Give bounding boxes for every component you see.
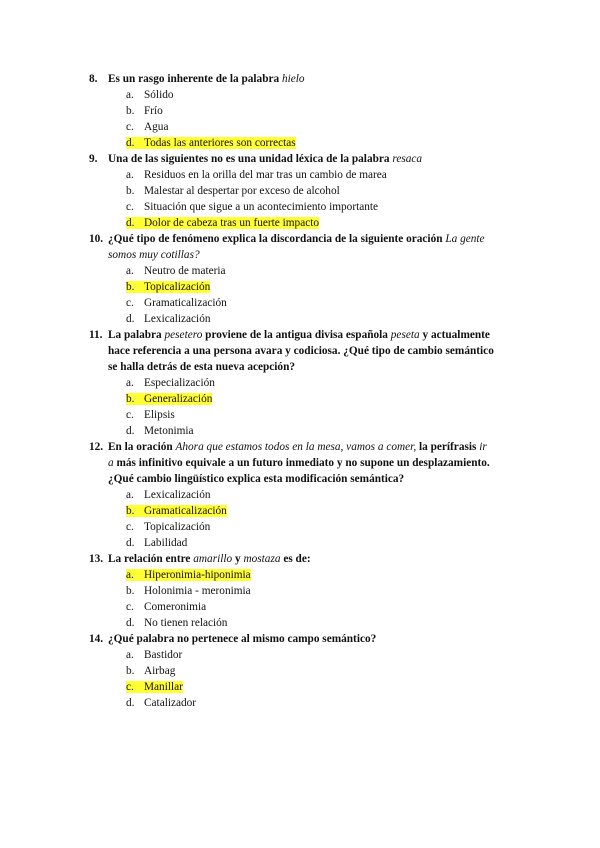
correct-answer-highlight: [126, 217, 319, 229]
option-letter: d.: [126, 697, 135, 709]
option-letter: b.: [126, 281, 135, 293]
option-text: Especialización: [144, 377, 215, 389]
option-text: Dolor de cabeza tras un fuerte impacto: [144, 217, 320, 229]
option-text: No tienen relación: [144, 617, 228, 629]
answer-option: [89, 663, 529, 679]
answer-option-content: [126, 601, 206, 613]
question-text: la perífrasis: [416, 441, 480, 453]
question-text: es de:: [280, 553, 311, 565]
option-text: Bastidor: [144, 649, 183, 661]
answer-option: [89, 295, 529, 311]
answer-option: [89, 567, 529, 583]
option-letter: a.: [126, 89, 134, 101]
question-text: más infinitivo equivale a un futuro inmediato y no supone un desplazamiento.: [113, 457, 490, 469]
question-italic-text: a: [108, 457, 114, 469]
answer-option: [89, 519, 529, 535]
answer-option-content: [126, 313, 211, 325]
answer-option: [89, 279, 529, 295]
question-13: [89, 551, 529, 631]
answer-options: [89, 647, 529, 711]
answer-option-content: [126, 521, 210, 533]
correct-answer-highlight: [126, 505, 227, 517]
option-letter: b.: [126, 665, 135, 677]
option-text: Gramaticalización: [144, 505, 227, 517]
option-text: Hiperonimia-hiponimia: [144, 569, 251, 581]
option-letter: c.: [126, 297, 134, 309]
question-text: Es un rasgo inherente de la palabra: [108, 73, 282, 85]
option-letter: c.: [126, 201, 134, 213]
question-number: 12.: [89, 441, 104, 453]
answer-option: [89, 503, 529, 519]
question-text: La relación entre: [108, 553, 194, 565]
question-italic-text: amarillo: [193, 553, 233, 565]
question-italic-text: ir: [479, 441, 487, 453]
option-text: Sólido: [144, 89, 174, 101]
option-text: Topicalización: [144, 521, 211, 533]
question-text: ¿Qué cambio lingüístico explica esta modificación semántica?: [108, 473, 405, 485]
option-letter: b.: [126, 185, 135, 197]
answer-option: [89, 487, 529, 503]
question-text-line: [89, 455, 529, 471]
question-14: [89, 631, 529, 711]
option-text: Comeronimia: [144, 601, 207, 613]
correct-answer-highlight: [126, 281, 210, 293]
answer-option-content: [126, 617, 227, 629]
answer-option-content: [126, 169, 387, 181]
option-letter: a.: [126, 265, 134, 277]
question-italic-text: La gente: [445, 233, 485, 245]
question-text: y actualmente: [419, 329, 490, 341]
question-number: 10.: [89, 233, 104, 245]
answer-option-content: [126, 89, 174, 101]
question-number: 9.: [89, 153, 98, 165]
option-text: Lexicalización: [144, 489, 211, 501]
answer-option: [89, 535, 529, 551]
correct-answer-highlight: [126, 137, 296, 149]
question-10: [89, 231, 529, 327]
answer-option-content: [126, 121, 168, 133]
option-text: Frío: [144, 105, 163, 117]
answer-option-content: [126, 377, 215, 389]
answer-option: [89, 167, 529, 183]
option-letter: a.: [126, 649, 134, 661]
answer-option-content: [126, 105, 163, 117]
option-text: Generalización: [144, 393, 213, 405]
question-text-line: [89, 359, 529, 375]
question-12: [89, 439, 529, 551]
answer-option-content: [126, 297, 227, 309]
question-text: Una de las siguientes no es una unidad léxica de la palabra: [108, 153, 393, 165]
answer-option: [89, 199, 529, 215]
answer-option: [89, 135, 529, 151]
question-italic-text: pesetero: [164, 329, 203, 341]
question-text: y: [232, 553, 244, 565]
question-text: La palabra: [108, 329, 165, 341]
option-text: Topicalización: [144, 281, 211, 293]
question-text-line: [89, 231, 529, 247]
answer-option: [89, 615, 529, 631]
answer-option-content: [126, 649, 182, 661]
option-text: Neutro de materia: [144, 265, 226, 277]
option-letter: d.: [126, 617, 135, 629]
answer-option-content: [126, 537, 187, 549]
answer-options: [89, 375, 529, 439]
question-text: En la oración: [108, 441, 176, 453]
answer-option: [89, 647, 529, 663]
question-text-line: [89, 343, 529, 359]
question-number: 14.: [89, 633, 104, 645]
option-letter: d.: [126, 537, 135, 549]
option-text: Catalizador: [144, 697, 197, 709]
option-text: Todas las anteriores son correctas: [144, 137, 296, 149]
question-italic-text: somos muy cotillas?: [108, 249, 200, 261]
question-8: [89, 71, 529, 151]
question-italic-text: resaca: [392, 153, 423, 165]
question-text-line: [89, 551, 529, 567]
question-italic-text: hielo: [281, 73, 305, 85]
option-letter: c.: [126, 521, 134, 533]
question-text-line: [89, 247, 529, 263]
question-number: 13.: [89, 553, 104, 565]
option-letter: b.: [126, 105, 135, 117]
answer-option-content: [126, 489, 211, 501]
answer-option-content: [126, 409, 175, 421]
option-text: Holonimia - meronimia: [144, 585, 251, 597]
answer-option: [89, 391, 529, 407]
answer-option: [89, 407, 529, 423]
question-text: proviene de la antigua divisa española: [202, 329, 391, 341]
answer-options: [89, 567, 529, 631]
answer-option: [89, 183, 529, 199]
question-italic-text: peseta: [390, 329, 420, 341]
answer-option: [89, 311, 529, 327]
option-text: Airbag: [144, 665, 176, 677]
question-text: se halla detrás de esta nueva acepción?: [108, 361, 296, 373]
question-text-line: [89, 71, 529, 87]
option-letter: c.: [126, 681, 134, 693]
option-text: Metonimia: [144, 425, 194, 437]
question-text-line: [89, 471, 529, 487]
question-text-line: [89, 439, 529, 455]
question-italic-text: mostaza: [243, 553, 281, 565]
answer-option: [89, 695, 529, 711]
question-text: hace referencia a una persona avara y codiciosa. ¿Qué tipo de cambio semántico: [108, 345, 494, 357]
option-letter: b.: [126, 585, 135, 597]
answer-option: [89, 423, 529, 439]
option-letter: a.: [126, 169, 134, 181]
answer-option-content: [126, 697, 196, 709]
answer-option: [89, 263, 529, 279]
answer-option: [89, 119, 529, 135]
answer-options: [89, 87, 529, 151]
option-letter: d.: [126, 137, 135, 149]
option-text: Agua: [144, 121, 169, 133]
option-text: Lexicalización: [144, 313, 211, 325]
answer-option-content: [126, 265, 226, 277]
question-number: 8.: [89, 73, 98, 85]
answer-options: [89, 263, 529, 327]
option-text: Malestar al despertar por exceso de alcohol: [144, 185, 340, 197]
answer-option: [89, 375, 529, 391]
answer-option: [89, 87, 529, 103]
answer-option: [89, 583, 529, 599]
option-letter: d.: [126, 217, 135, 229]
question-text-line: [89, 327, 529, 343]
question-text-line: [89, 151, 529, 167]
answer-options: [89, 167, 529, 231]
correct-answer-highlight: [126, 393, 212, 405]
answer-option-content: [126, 425, 194, 437]
option-text: Gramaticalización: [144, 297, 227, 309]
answer-option: [89, 103, 529, 119]
question-text-line: [89, 631, 529, 647]
option-text: Elipsis: [144, 409, 175, 421]
option-text: Situación que sigue a un acontecimiento importante: [144, 201, 379, 213]
answer-option: [89, 215, 529, 231]
option-letter: d.: [126, 313, 135, 325]
answer-option-content: [126, 185, 340, 197]
question-text: ¿Qué tipo de fenómeno explica la discordancia de la siguiente oración: [108, 233, 446, 245]
option-letter: a.: [126, 569, 134, 581]
option-letter: c.: [126, 409, 134, 421]
option-letter: d.: [126, 425, 135, 437]
question-italic-text: Ahora que estamos todos en la mesa, vamos a comer,: [175, 441, 417, 453]
question-11: [89, 327, 529, 439]
option-letter: a.: [126, 377, 134, 389]
answer-option: [89, 599, 529, 615]
question-text: ¿Qué palabra no pertenece al mismo campo semántico?: [108, 633, 377, 645]
option-letter: c.: [126, 121, 134, 133]
option-letter: c.: [126, 601, 134, 613]
quiz-document: [89, 71, 529, 711]
option-letter: b.: [126, 393, 135, 405]
option-text: Labilidad: [144, 537, 188, 549]
option-letter: a.: [126, 489, 134, 501]
question-9: [89, 151, 529, 231]
answer-option-content: [126, 201, 378, 213]
question-number: 11.: [89, 329, 103, 341]
option-text: Residuos en la orilla del mar tras un cambio de marea: [144, 169, 387, 181]
answer-option-content: [126, 585, 251, 597]
option-letter: b.: [126, 505, 135, 517]
answer-option: [89, 679, 529, 695]
answer-options: [89, 487, 529, 551]
answer-option-content: [126, 665, 175, 677]
correct-answer-highlight: [126, 569, 251, 581]
correct-answer-highlight: [126, 681, 183, 693]
option-text: Manillar: [144, 681, 183, 693]
